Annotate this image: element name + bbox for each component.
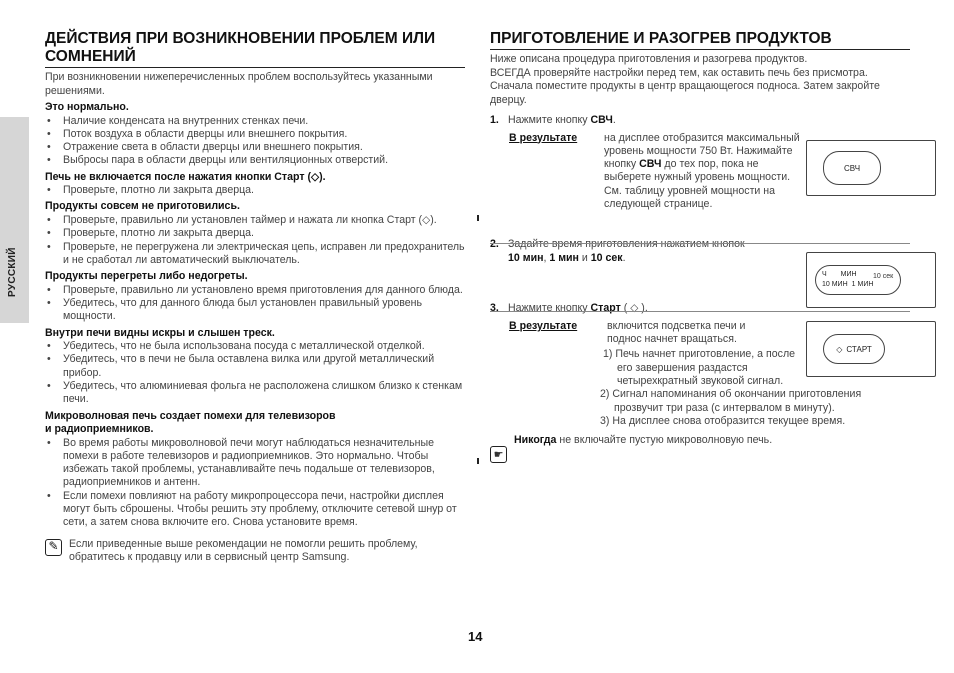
cooking-title: ПРИГОТОВЛЕНИЕ И РАЗОГРЕВ ПРОДУКТОВ	[490, 30, 832, 47]
list-item: • Наличие конденсата на внутренних стенках печи.	[45, 115, 465, 128]
step-3: 3. Нажмите кнопку Старт ( ◇ ).	[490, 302, 648, 315]
troubleshooting-column	[45, 30, 465, 564]
svch-panel	[806, 140, 936, 196]
section-heading: Продукты совсем не приготовились.	[45, 200, 240, 213]
section-heading: Это нормально.	[45, 101, 129, 113]
troubleshooting-intro: При возникновении нижеперечисленных проблем воспользуйтесь указанными решениями.	[45, 71, 433, 97]
step-2: 2. Задайте время приготовления нажатием кнопок 10 мин, 1 мин и 10 сек.	[490, 238, 745, 264]
divider	[490, 243, 910, 244]
list-item: • Убедитесь, что в печи не была оставлена вилка или другой металлический прибор.	[45, 353, 465, 380]
start-panel	[806, 321, 936, 377]
warning: Никогда не включайте пустую микроволновую печь.	[514, 434, 773, 447]
start-icon: ◇	[836, 344, 843, 354]
result-3-list: 1) Печь начнет приготовление, а после его завершения раздастся четырехкратный звуковой сигнал. 2) Сигнал напоминания об окончании приготовления прозвучит три раза (с интервалом в минуту). 3) На дисплее снова отобразится текущее время.	[600, 348, 862, 427]
cooking-column	[490, 30, 910, 448]
list-item: • Если помехи повлияют на работу микропроцессора печи, настройки дисплея могут быть сброшены. Чтобы решить эту проблему, отключите сетевой шнур от сети, а затем снова включите его. Снова установите время.	[45, 490, 465, 530]
result-1: В результате на дисплее отобразится максимальный уровень мощности 750 Вт. Нажимайте кнопку СВЧ до тех пор, пока не выберете нужный уровень мощности. См. таблицу уровней мощности на следующей странице.	[509, 131, 800, 210]
list-item: • Выбросы пара в области дверцы или вентиляционных отверстий.	[45, 154, 465, 167]
margin-tick	[477, 458, 479, 464]
hour-button[interactable]: Ч	[822, 271, 827, 278]
list-item: • Убедитесь, что алюминиевая фольга не расположена слишком близко к стенкам печи.	[45, 380, 465, 407]
result-3: В результате включится подсветка печи и поднос начнет вращаться.	[509, 319, 746, 346]
start-button[interactable]: ◇ СТАРТ	[823, 334, 885, 364]
ten-min-button[interactable]: 10 МИН	[822, 281, 848, 288]
section-heading: Микроволновая печь создает помехи для телевизоров и радиоприемников.	[45, 409, 336, 436]
list-item: • Проверьте, правильно ли установлен таймер и нажата ли кнопка Старт (◇).	[45, 214, 465, 227]
svch-button[interactable]: СВЧ	[823, 151, 881, 185]
minute-label[interactable]: МИН	[840, 271, 857, 278]
list-item: • Проверьте, плотно ли закрыта дверца.	[45, 227, 465, 240]
section-heading: Печь не включается после нажатия кнопки Старт (◇).	[45, 170, 326, 183]
margin-tick	[477, 215, 479, 221]
list-item: • Проверьте, правильно ли установлено время приготовления для данного блюда.	[45, 284, 465, 297]
list-item: • Убедитесь, что для данного блюда был установлен правильный уровень мощности.	[45, 297, 465, 324]
list-item: • Проверьте, не перегружена ли электрическая цепь, исправен ли предохранитель и не сработал ли автоматический выключатель.	[45, 241, 465, 268]
one-min-button[interactable]: 1 МИН	[851, 281, 874, 288]
list-s1	[45, 115, 465, 168]
troubleshooting-title: ДЕЙСТВИЯ ПРИ ВОЗНИКНОВЕНИИ ПРОБЛЕМ ИЛИ СОМНЕНИЙ	[45, 30, 436, 65]
list-item: • Во время работы микроволновой печи могут наблюдаться незначительные помехи в работе телевизоров и радиоприемников. Это нормально. Чтобы избежать такой проблемы, устанавливайте печь подальше от телевизоров, радиоприемников и антенн.	[45, 437, 465, 490]
language-tab: РУССКИЙ	[0, 117, 29, 323]
step-1: 1. Нажмите кнопку СВЧ.	[490, 114, 616, 126]
section-heading: Продукты перегреты либо недогреты.	[45, 270, 248, 283]
list-item: • Убедитесь, что не была использована посуда с металлической отделкой.	[45, 340, 465, 353]
page-number: 14	[468, 629, 483, 644]
pencil-note-icon: ✎	[45, 539, 62, 556]
time-panel	[806, 252, 936, 308]
note: ✎ Если приведенные выше рекомендации не помогли решить проблему, обратитесь к продавцу или в сервисный центр Samsung.	[45, 538, 465, 565]
list-item: • Отражение света в области дверцы или внешнего покрытия.	[45, 141, 465, 154]
section-heading: Внутри печи видны искры и слышен треск.	[45, 326, 275, 339]
list-item: • Проверьте, плотно ли закрыта дверца.	[45, 184, 465, 197]
ten-sec-button[interactable]: 10 сек	[873, 273, 894, 280]
time-buttons	[815, 265, 901, 295]
divider	[490, 311, 910, 312]
pointing-hand-icon: ☛	[490, 446, 507, 463]
list-item: • Поток воздуха в области дверцы или внешнего покрытия.	[45, 128, 465, 141]
cooking-intro: Ниже описана процедура приготовления и разогрева продуктов. ВСЕГДА проверяйте настройки перед тем, как оставить печь без присмотра. Сначала поместите продукты в центр вращающегося подноса. Затем закройте дверцу.	[490, 53, 880, 106]
